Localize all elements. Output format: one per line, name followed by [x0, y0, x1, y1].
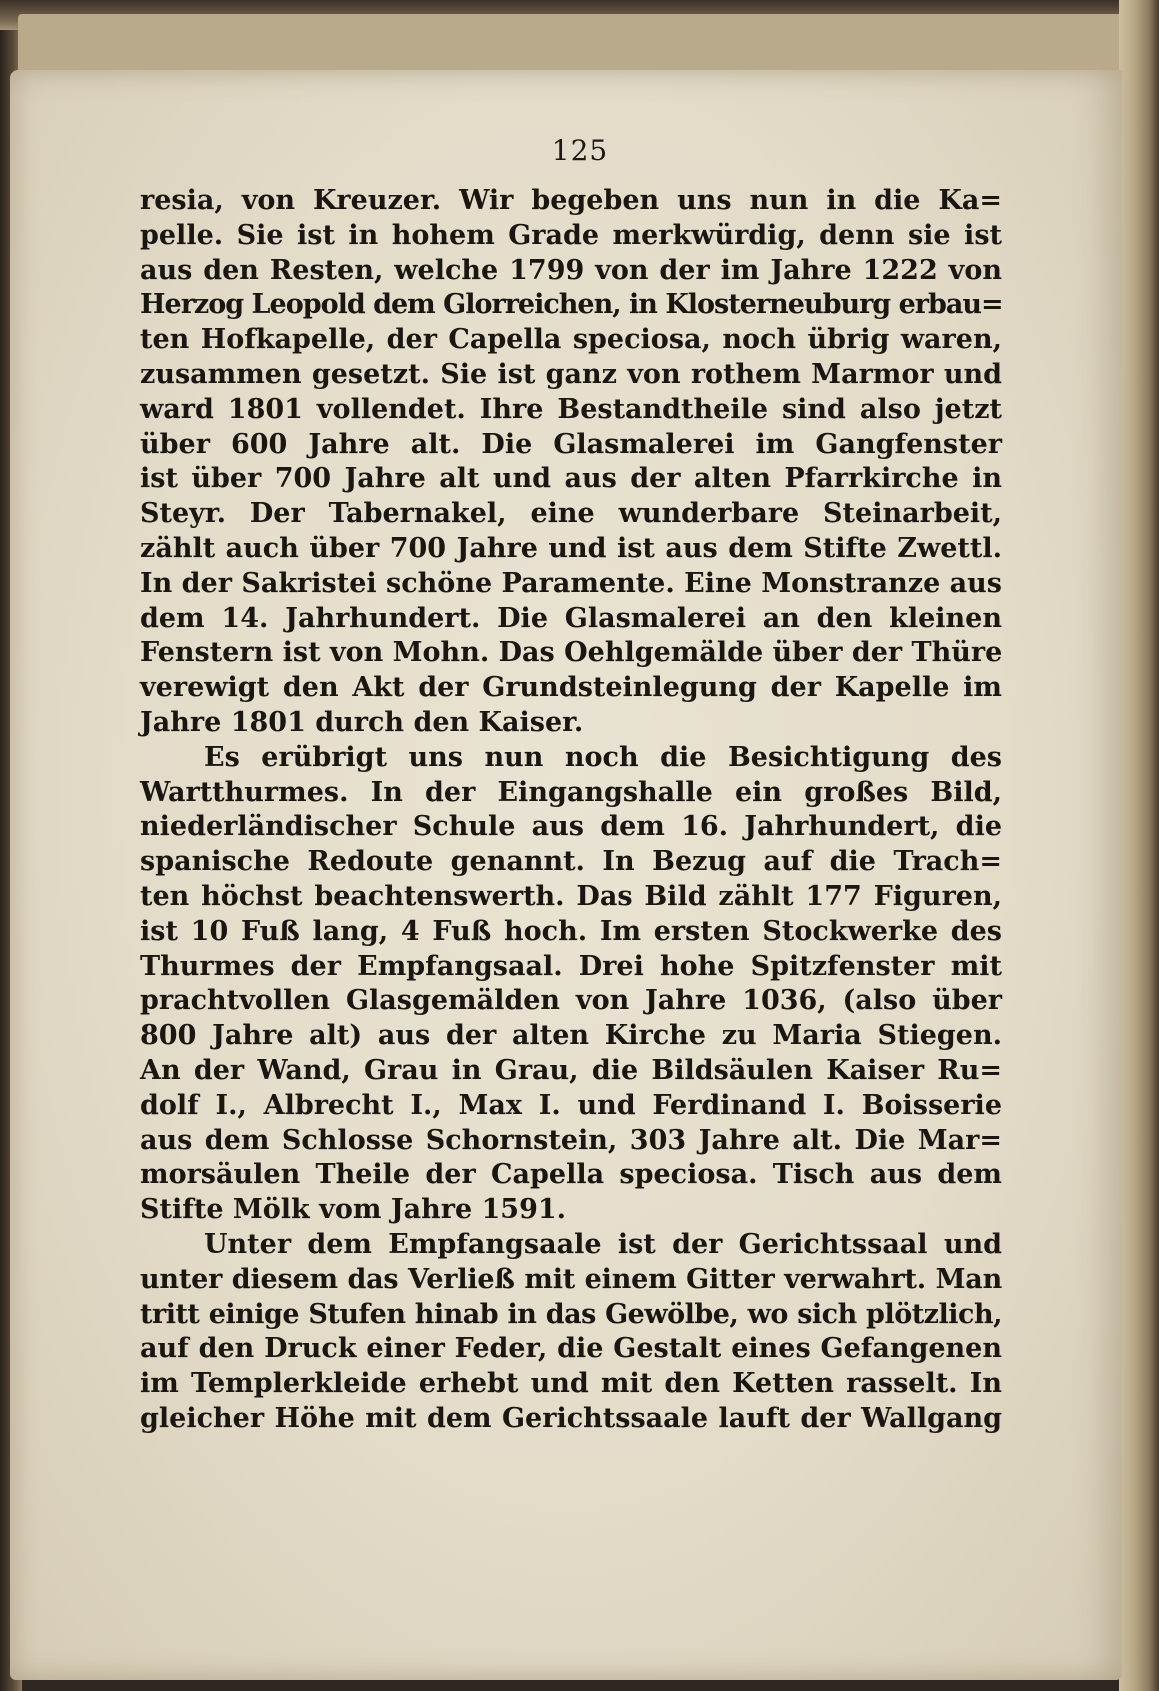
text-line: dem 14. Jahrhundert. Die Glasmalerei an den kleinen	[140, 602, 1002, 634]
text-line: 800 Jahre alt) aus der alten Kirche zu Maria Stiegen.	[140, 1020, 1002, 1052]
text-line: im Templerkleide erhebt und mit den Ketten rasselt. In	[140, 1368, 1002, 1400]
text-line: tritt einige Stufen hinab in das Gewölbe, wo sich plötzlich,	[140, 1298, 1002, 1330]
text-line: Jahre 1801 durch den Kaiser.	[140, 706, 584, 738]
text-line: ten Hofkapelle, der Capella speciosa, noch übrig waren,	[140, 324, 1002, 356]
text-line: dolf I., Albrecht I., Max I. und Ferdinand I. Boisserie	[140, 1089, 1002, 1121]
text-line: ist 10 Fuß lang, 4 Fuß hoch. Im ersten Stockwerke des	[140, 915, 1002, 947]
text-line: Steyr. Der Tabernakel, eine wunderbare Steinarbeit,	[140, 498, 1002, 530]
text-line: pelle. Sie ist in hohem Grade merkwürdig, denn sie ist	[140, 219, 1002, 251]
text-line: Thurmes der Empfangsaal. Drei hohe Spitzfenster mit	[140, 950, 1002, 982]
text-line: aus dem Schlosse Schornstein, 303 Jahre alt. Die Mar=	[140, 1124, 1002, 1156]
text-line: ten höchst beachtenswerth. Das Bild zählt 177 Figuren,	[140, 880, 1002, 912]
text-line: morsäulen Theile der Capella speciosa. Tisch aus dem	[140, 1159, 1002, 1191]
text-line: ward 1801 vollendet. Ihre Bestandtheile sind also jetzt	[140, 393, 1002, 425]
text-line: spanische Redoute genannt. In Bezug auf die Trach=	[140, 846, 1002, 878]
text-line: ist über 700 Jahre alt und aus der alten Pfarrkirche in	[140, 463, 1002, 495]
text-line: resia, von Kreuzer. Wir begeben uns nun in die Ka=	[140, 185, 1002, 216]
text-line: auf den Druck einer Feder, die Gestalt eines Gefangenen	[140, 1333, 1002, 1365]
body-text	[140, 184, 1002, 1437]
text-line: Es erübrigt uns nun noch die Besichtigung des	[204, 741, 1002, 773]
text-line: gleicher Höhe mit dem Gerichtssaale lauft der Wallgang	[140, 1402, 1002, 1434]
text-line: niederländischer Schule aus dem 16. Jahrhundert, die	[140, 811, 1002, 843]
text-line: Wartthurmes. In der Eingangshalle ein großes Bild,	[140, 776, 1002, 808]
text-line: Herzog Leopold dem Glorreichen, in Klosterneuburg erbau=	[140, 289, 1003, 321]
page-number: 125	[551, 134, 609, 167]
text-line: Unter dem Empfangsaale ist der Gerichtssaal und	[204, 1228, 1002, 1260]
text-line: prachtvollen Glasgemälden von Jahre 1036, (also über	[140, 985, 1002, 1017]
page	[10, 70, 1122, 1680]
text-line: Fenstern ist von Mohn. Das Oehlgemälde über der Thüre	[140, 637, 1003, 669]
text-line: zusammen gesetzt. Sie ist ganz von rothem Marmor und	[140, 358, 1002, 390]
text-line: Stifte Mölk vom Jahre 1591.	[140, 1194, 567, 1226]
text-line: verewigt den Akt der Grundsteinlegung der Kapelle im	[140, 672, 1002, 704]
book-fore-edge	[1119, 0, 1159, 1691]
text-line: In der Sakristei schöne Paramente. Eine Monstranze aus	[140, 567, 1002, 599]
text-line: zählt auch über 700 Jahre und ist aus dem Stifte Zwettl.	[140, 532, 1002, 564]
text-line: aus den Resten, welche 1799 von der im Jahre 1222 von	[140, 254, 1002, 286]
text-line: An der Wand, Grau in Grau, die Bildsäulen Kaiser Ru=	[140, 1054, 1002, 1086]
text-line: über 600 Jahre alt. Die Glasmalerei im Gangfenster	[140, 428, 1002, 460]
text-line: unter diesem das Verließ mit einem Gitter verwahrt. Man	[140, 1263, 1002, 1295]
